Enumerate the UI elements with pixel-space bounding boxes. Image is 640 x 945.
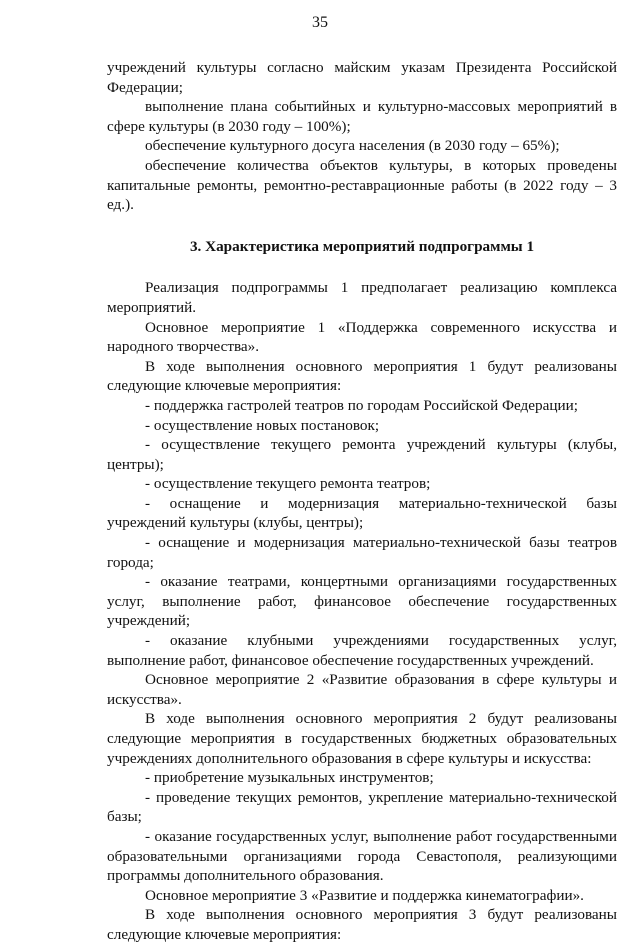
paragraph: - оказание клубными учреждениями государственных услуг, выполнение работ, финансовое обеспечение государственных учреждений.	[107, 632, 617, 669]
paragraph: - поддержка гастролей театров по городам Российской Федерации;	[145, 396, 578, 414]
intro-section	[107, 58, 617, 215]
paragraph: В ходе выполнения основного мероприятия 2 будут реализованы следующие мероприятия в государственных бюджетных образовательных учреждениях дополнительного образования в сфере культуры и искусства:	[107, 710, 617, 767]
measures-section	[107, 278, 617, 944]
paragraph: - оснащение и модернизация материально-технической базы театров города;	[107, 534, 617, 571]
paragraph: - оснащение и модернизация материально-технической базы учреждений культуры (клубы, центры);	[107, 494, 617, 532]
page-number: 35	[312, 14, 328, 31]
paragraph: Реализация подпрограммы 1 предполагает реализацию комплекса мероприятий.	[107, 279, 617, 316]
paragraph: В ходе выполнения основного мероприятия 1 будут реализованы следующие ключевые мероприятия:	[107, 357, 617, 395]
paragraph: Основное мероприятие 3 «Развитие и поддержка кинематографии».	[145, 886, 584, 904]
document-body	[107, 58, 617, 945]
paragraph: - проведение текущих ремонтов, укрепление материально-технической базы;	[107, 788, 617, 826]
paragraph: выполнение плана событийных и культурно-массовых мероприятий в сфере культуры (в 2030 году – 100%);	[107, 98, 617, 135]
paragraph: обеспечение количества объектов культуры, в которых проведены капитальные ремонты, ремонтно-реставрационные работы (в 2022 году – 3 ед.).	[107, 156, 617, 214]
paragraph: - оказание государственных услуг, выполнение работ государственными образовательными организациями города Севастополя, реализующими программы дополнительного образования.	[107, 827, 617, 885]
paragraph: Основное мероприятие 2 «Развитие образования в сфере культуры и искусства».	[107, 671, 617, 708]
paragraph: - приобретение музыкальных инструментов;	[145, 769, 434, 787]
paragraph: обеспечение культурного досуга населения (в 2030 году – 65%);	[145, 137, 560, 155]
paragraph: учреждений культуры согласно майским указам Президента Российской Федерации;	[107, 59, 617, 96]
paragraph: - осуществление текущего ремонта театров;	[145, 475, 431, 493]
section-heading: 3. Характеристика мероприятий подпрограммы 1	[189, 237, 535, 255]
paragraph: В ходе выполнения основного мероприятия 3 будут реализованы следующие ключевые мероприятия:	[107, 906, 617, 943]
paragraph: - осуществление новых постановок;	[145, 416, 380, 434]
paragraph: - осуществление текущего ремонта учреждений культуры (клубы, центры);	[107, 436, 617, 473]
paragraph: - оказание театрами, концертными организациями государственных услуг, выполнение работ, финансовое обеспечение государственных учреждений;	[107, 573, 617, 630]
paragraph: Основное мероприятие 1 «Поддержка современного искусства и народного творчества».	[107, 318, 617, 356]
